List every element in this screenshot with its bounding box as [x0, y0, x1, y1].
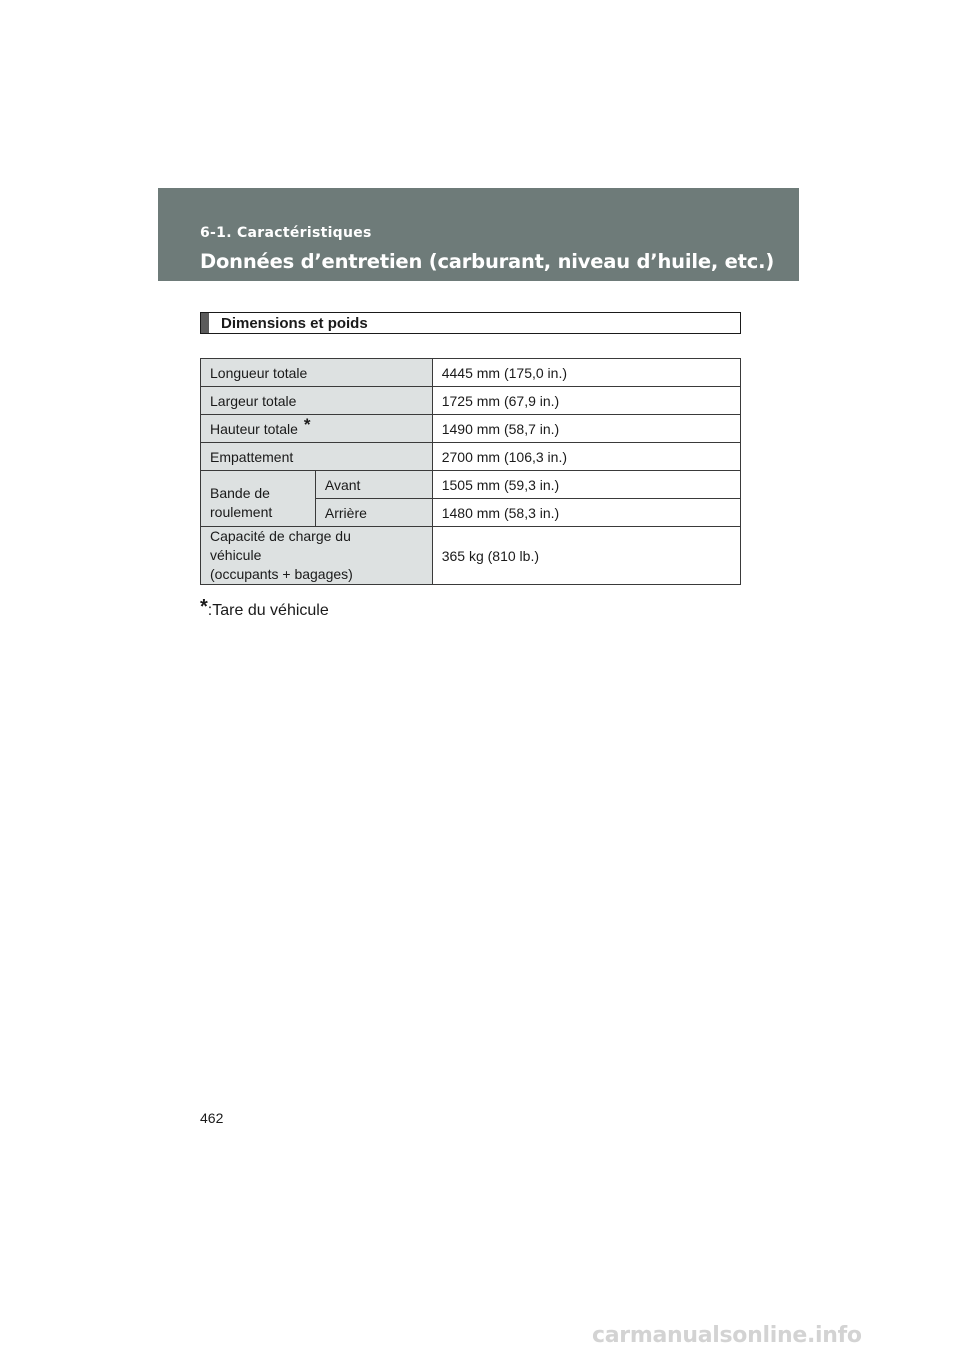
row-label: Hauteur totale: [210, 420, 298, 437]
row-value: 2700 mm (106,3 in.): [432, 443, 740, 471]
row-value: 1480 mm (58,3 in.): [432, 499, 740, 527]
row-label-line: véhicule: [210, 547, 262, 563]
row-label: Largeur totale: [201, 387, 433, 415]
row-value: 365 kg (810 lb.): [432, 527, 740, 585]
row-value: 1725 mm (67,9 in.): [432, 387, 740, 415]
row-label-cell: [201, 415, 433, 443]
row-value: 1505 mm (59,3 in.): [432, 471, 740, 499]
table-row: [201, 443, 741, 471]
table-row: [201, 527, 741, 585]
table-row: [201, 359, 741, 387]
subsection-header: [200, 312, 741, 334]
page-title: Données d’entretien (carburant, niveau d’huile, etc.): [200, 250, 775, 273]
footnote-marker: *: [200, 596, 208, 618]
page-number: 462: [200, 1110, 224, 1126]
row-label-line: (occupants + bagages): [210, 566, 353, 582]
row-label: Longueur totale: [201, 359, 433, 387]
table-row: [201, 415, 741, 443]
footnote-text: :Tare du véhicule: [207, 602, 329, 619]
row-label: Empattement: [201, 443, 433, 471]
row-label-cell: [201, 527, 433, 585]
footnote-marker: *: [303, 414, 311, 434]
row-label: Bande de roulement: [201, 471, 316, 527]
section-label: 6-1. Caractéristiques: [200, 225, 372, 241]
dimensions-table: [200, 358, 741, 585]
row-value: 4445 mm (175,0 in.): [432, 359, 740, 387]
table-row: [201, 387, 741, 415]
subsection-marker: [201, 313, 209, 333]
subsection-title: Dimensions et poids: [221, 315, 368, 332]
row-value: 1490 mm (58,7 in.): [432, 415, 740, 443]
table-row: [201, 471, 741, 499]
sub-row-label: Arrière: [315, 499, 432, 527]
sub-row-label: Avant: [315, 471, 432, 499]
watermark: carmanualsonline.info: [592, 1323, 862, 1348]
chapter-header: [158, 188, 799, 281]
row-label-line: Capacité de charge du: [210, 528, 351, 544]
footnote: [200, 598, 329, 621]
